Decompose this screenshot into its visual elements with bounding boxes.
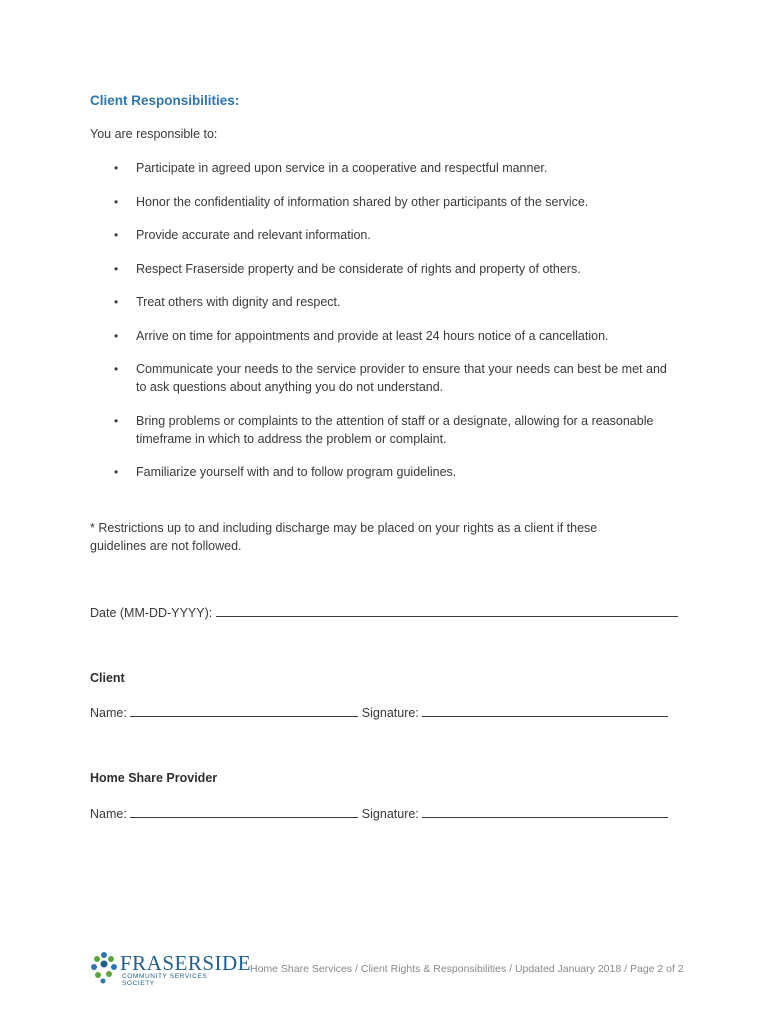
provider-signature-label: Signature: bbox=[361, 807, 419, 821]
bullet-icon: • bbox=[114, 228, 119, 242]
list-item bbox=[90, 260, 680, 278]
list-item bbox=[90, 463, 680, 481]
provider-name-label: Name: bbox=[90, 807, 127, 821]
client-signature-label: Signature: bbox=[361, 706, 419, 720]
client-signature-row bbox=[90, 704, 668, 720]
client-heading: Client bbox=[90, 671, 125, 685]
list-item-text: Participate in agreed upon service in a cooperative and respectful manner. bbox=[136, 161, 548, 175]
responsibilities-list bbox=[90, 159, 680, 497]
bullet-icon: • bbox=[114, 328, 119, 343]
footer-text: Home Share Services / Client Rights & Responsibilities / Updated January 2018 / Page 2 of 2 bbox=[250, 963, 684, 975]
bullet-icon: • bbox=[114, 295, 119, 309]
client-signature-line[interactable] bbox=[422, 704, 668, 717]
list-item-text: Familiarize yourself with and to follow program guidelines. bbox=[136, 465, 457, 479]
bullet-icon: • bbox=[114, 362, 119, 376]
bullet-icon: • bbox=[114, 161, 119, 175]
list-item-text: Treat others with dignity and respect. bbox=[136, 295, 341, 309]
bullet-icon: • bbox=[114, 465, 119, 479]
list-item bbox=[90, 293, 680, 311]
bullet-icon: • bbox=[114, 194, 119, 209]
list-item-text: Bring problems or complaints to the attention of staff or a designate, allowing for a reasonable timeframe in which to address the problem or complaint. bbox=[136, 413, 654, 446]
list-item bbox=[90, 412, 680, 448]
list-item bbox=[90, 226, 680, 244]
list-item-text: Arrive on time for appointments and provide at least 24 hours notice of a cancellation. bbox=[136, 328, 609, 343]
list-item bbox=[90, 193, 680, 211]
list-item-text: Respect Fraserside property and be considerate of rights and property of others. bbox=[136, 261, 581, 276]
provider-signature-line[interactable] bbox=[422, 805, 668, 818]
fraserside-logo bbox=[90, 950, 252, 990]
list-item-text: Provide accurate and relevant information. bbox=[136, 228, 371, 242]
list-item bbox=[90, 159, 680, 177]
bullet-icon: • bbox=[114, 413, 119, 428]
bullet-icon: • bbox=[114, 261, 119, 276]
client-name-line[interactable] bbox=[130, 704, 358, 717]
date-input-line[interactable] bbox=[216, 604, 678, 617]
logo-dots-icon bbox=[90, 950, 120, 984]
date-field bbox=[90, 604, 678, 620]
logo-subtext: COMMUNITY SERVICES SOCIETY bbox=[122, 973, 208, 987]
provider-name-line[interactable] bbox=[130, 805, 358, 818]
logo-text: FRASERSIDE bbox=[120, 951, 252, 975]
section-title: Client Responsibilities: bbox=[90, 93, 240, 108]
list-item-text: Communicate your needs to the service provider to ensure that your needs can best be met and to ask questions about anything you do not understand. bbox=[136, 362, 667, 394]
list-item bbox=[90, 327, 680, 345]
date-label: Date (MM-DD-YYYY): bbox=[90, 606, 213, 620]
list-item-text: Honor the confidentiality of information shared by other participants of the service. bbox=[136, 194, 589, 209]
restrictions-note: * Restrictions up to and including discharge may be placed on your rights as a client if these guidelines are not followed. bbox=[90, 521, 598, 553]
provider-heading: Home Share Provider bbox=[90, 771, 218, 785]
intro-text: You are responsible to: bbox=[90, 127, 218, 141]
client-name-label: Name: bbox=[90, 706, 127, 720]
list-item bbox=[90, 360, 680, 396]
provider-signature-row bbox=[90, 805, 668, 821]
